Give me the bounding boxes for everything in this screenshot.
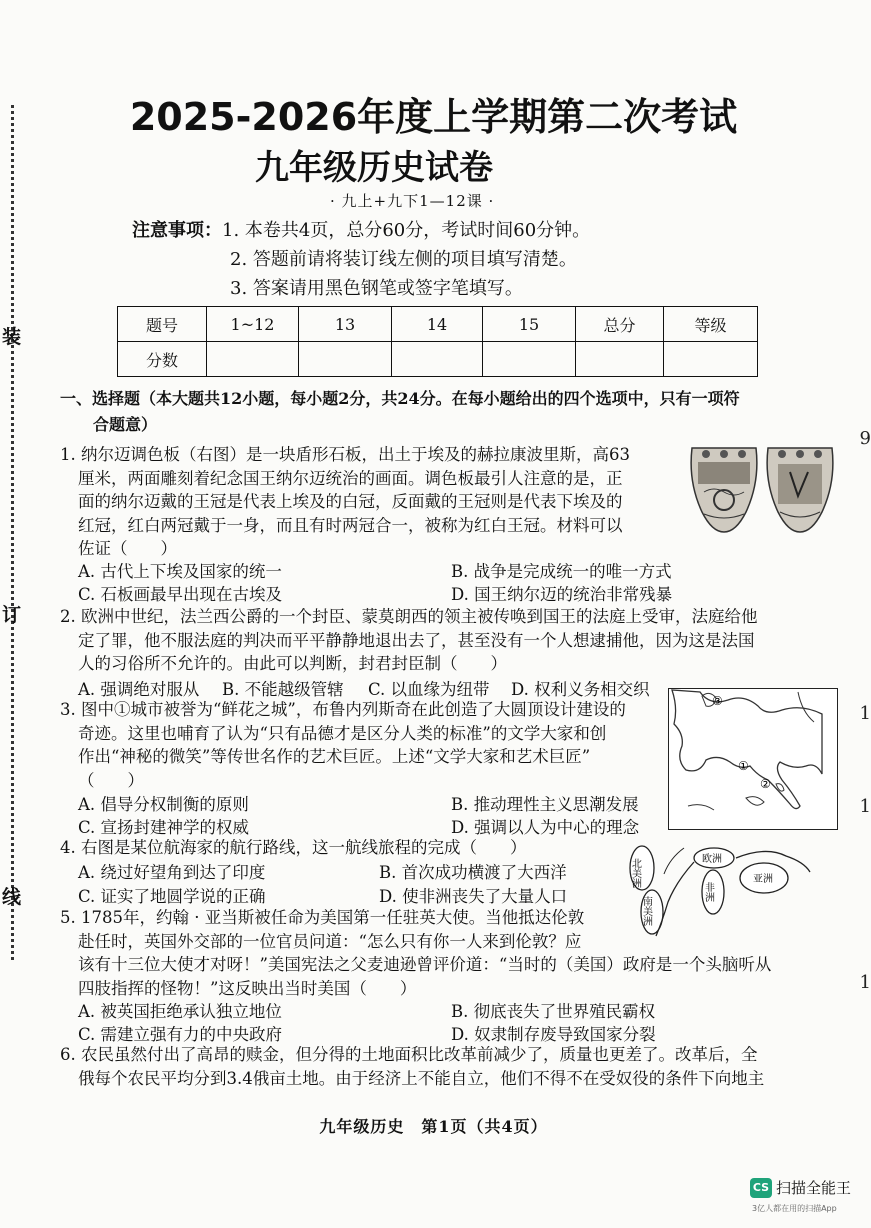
question-line: 该有十三位大使才对呀！”美国宪法之父麦迪逊曾评价道：“当时的（美国）政府是一个头脑听从 bbox=[78, 955, 772, 974]
edge-number: 1 bbox=[859, 796, 871, 817]
scanner-app-name: 扫描全能王 bbox=[776, 1179, 852, 1197]
question-line: 厘米，两面雕刻着纪念国王纳尔迈统治的画面。调色板最引人注意的是，正 bbox=[78, 468, 623, 488]
map-mark: ③ bbox=[712, 694, 723, 708]
question-line: 2. 欧洲中世纪，法兰西公爵的一个封臣、蒙莫朗西的领主被传唤到国王的法庭上受审，法庭给他 bbox=[60, 607, 758, 626]
question-line: 面的纳尔迈戴的王冠是代表上埃及的白冠，反面戴的王冠则是代表下埃及的 bbox=[78, 492, 623, 511]
binding-char-ding: 订 bbox=[2, 604, 22, 626]
binding-dotted-line bbox=[11, 105, 14, 960]
option: A. 古代上下埃及国家的统一 bbox=[78, 562, 282, 581]
question-2 bbox=[60, 605, 820, 676]
option: B. 推动理性主义思潮发展 bbox=[451, 795, 639, 814]
binding-char-xian: 线 bbox=[2, 886, 22, 908]
option: C. 石板画最早出现在古埃及 bbox=[78, 585, 283, 604]
notice-line-1 bbox=[132, 216, 590, 246]
option: D. 强调以人为中心的理念 bbox=[451, 818, 640, 837]
score-table-header: 1~12 bbox=[207, 307, 299, 342]
map-label: 非洲 bbox=[702, 882, 714, 902]
option: C. 以血缘为纽带 bbox=[368, 680, 490, 699]
notice-label: 注意事项： bbox=[132, 220, 222, 241]
score-row-label: 分数 bbox=[118, 342, 207, 377]
option: D. 国王纳尔迈的统治非常残暴 bbox=[451, 585, 673, 604]
score-cell[interactable] bbox=[483, 342, 576, 377]
score-table-header: 13 bbox=[299, 307, 392, 342]
camscanner-logo-icon: CS bbox=[750, 1178, 772, 1198]
score-table-header: 题号 bbox=[118, 307, 207, 342]
notice-item: 3. 答案请用黑色钢笔或签字笔填写。 bbox=[230, 278, 523, 299]
question-line: 6. 农民虽然付出了高昂的赎金，但分得的土地面积比改革前减少了，质量也更差了。改革后，全 bbox=[60, 1045, 758, 1064]
notice-item: 1. 本卷共4页，总分60分，考试时间60分钟。 bbox=[222, 220, 591, 241]
section-heading-line: 合题意） bbox=[93, 415, 158, 434]
edge-number: 1 bbox=[859, 703, 871, 724]
question-6 bbox=[60, 1043, 820, 1090]
score-table-header: 等级 bbox=[664, 307, 758, 342]
question-line: 4. 右图是某位航海家的航行路线，这一航线旅程的完成（ ） bbox=[60, 838, 527, 857]
option: A. 被英国拒绝承认独立地位 bbox=[78, 1002, 282, 1021]
question-line: 佐证（ ） bbox=[78, 539, 177, 558]
score-cell[interactable] bbox=[299, 342, 392, 377]
question-3 bbox=[60, 698, 670, 792]
question-line: 奇迹。这里也哺育了认为“只有品德才是区分人类的标准”的文学大家和创 bbox=[78, 723, 607, 743]
page-footer: 九年级历史 第1页（共4页） bbox=[319, 1117, 548, 1136]
option: C. 证实了地圆学说的正确 bbox=[78, 887, 266, 906]
edge-number: 9 bbox=[859, 428, 871, 449]
option: B. 战争是完成统一的唯一方式 bbox=[451, 562, 672, 581]
paper-title: 九年级历史试卷 bbox=[255, 148, 493, 188]
question-line: 俄每个农民平均分到3.4俄亩土地。由于经济上不能自立，他们不得不在受奴役的条件下向地主 bbox=[78, 1068, 765, 1088]
score-table-row bbox=[118, 342, 758, 377]
scanner-tagline: 3亿人都在用的扫描App bbox=[752, 1204, 837, 1213]
exam-title: 2025-2026年度上学期第二次考试 bbox=[129, 95, 738, 139]
score-cell[interactable] bbox=[392, 342, 483, 377]
option: D. 使非洲丧失了大量人口 bbox=[379, 887, 568, 906]
question-line: （ ） bbox=[78, 770, 144, 790]
option: D. 奴隶制存废导致国家分裂 bbox=[451, 1025, 656, 1044]
question-line: 3. 图中①城市被誉为“鲜花之城”，布鲁内列斯奇在此创造了大圆顶设计建设的 bbox=[60, 700, 626, 719]
option: B. 首次成功横渡了大西洋 bbox=[379, 863, 567, 882]
question-line: 赴任时，英国外交部的一位官员问道：“怎么只有你一人来到伦敦？应 bbox=[78, 931, 582, 951]
edge-number: 1 bbox=[859, 972, 871, 993]
score-table-header: 15 bbox=[483, 307, 576, 342]
score-table bbox=[117, 306, 758, 377]
question-line: 红冠，红白两冠戴于一身，而且有时两冠合一，被称为红白王冠。材料可以 bbox=[78, 515, 623, 535]
score-cell[interactable] bbox=[207, 342, 299, 377]
scope-line: · 九上+九下1—12课 · bbox=[330, 192, 495, 210]
question-line: 1. 纳尔迈调色板（右图）是一块盾形石板，出土于埃及的赫拉康波里斯，高63 bbox=[60, 445, 630, 464]
question-line: 作出“神秘的微笑”等传世名作的艺术巨匠。上述“文学大家和艺术巨匠” bbox=[78, 747, 591, 766]
option: A. 倡导分权制衡的原则 bbox=[78, 795, 249, 814]
map-label: 北美洲 bbox=[629, 858, 641, 888]
question-line: 定了罪，他不服法庭的判决而平平静静地退出去了，甚至没有一个人想逮捕他，因为这是法国 bbox=[78, 630, 755, 650]
notice-item: 2. 答题前请将装订线左侧的项目填写清楚。 bbox=[230, 249, 577, 270]
option: C. 宣扬封建神学的权威 bbox=[78, 818, 250, 837]
option: C. 需建立强有力的中央政府 bbox=[78, 1025, 283, 1044]
binding-char-zhuang: 装 bbox=[2, 326, 22, 348]
map-label: 欧洲 bbox=[702, 854, 722, 865]
section-heading bbox=[60, 386, 820, 438]
score-cell[interactable] bbox=[576, 342, 664, 377]
question-line: 四肢指挥的怪物！”这反映出当时美国（ ） bbox=[78, 978, 417, 998]
option: D. 权利义务相交织 bbox=[511, 680, 650, 699]
map-label: 南美洲 bbox=[640, 896, 652, 926]
map-mark: ① bbox=[738, 759, 749, 773]
score-table-header-row bbox=[118, 307, 758, 342]
question-line: 人的习俗所不允许的。由此可以判断，封君封臣制（ ） bbox=[78, 654, 507, 673]
option: B. 彻底丧失了世界殖民霸权 bbox=[451, 1002, 656, 1021]
question-line: 5. 1785年，约翰 · 亚当斯被任命为美国第一任驻英大使。当他抵达伦敦 bbox=[60, 908, 585, 927]
score-cell[interactable] bbox=[664, 342, 758, 377]
option: A. 强调绝对服从 bbox=[78, 680, 200, 699]
question-4 bbox=[60, 836, 620, 860]
europe-map-image bbox=[668, 688, 838, 830]
map-mark: ② bbox=[760, 777, 771, 791]
question-1 bbox=[60, 443, 680, 561]
section-heading-line: 一、选择题（本大题共12小题，每小题2分，共24分。在每小题给出的四个选项中，只有一项符 bbox=[60, 389, 740, 408]
score-table-header: 总分 bbox=[576, 307, 664, 342]
map-label: 亚洲 bbox=[753, 874, 773, 885]
score-table-header: 14 bbox=[392, 307, 483, 342]
option: B. 不能越级管辖 bbox=[222, 680, 344, 699]
question-5 bbox=[60, 906, 820, 1000]
option: A. 绕过好望角到达了印度 bbox=[78, 863, 266, 882]
narmer-palette-image bbox=[684, 442, 844, 537]
